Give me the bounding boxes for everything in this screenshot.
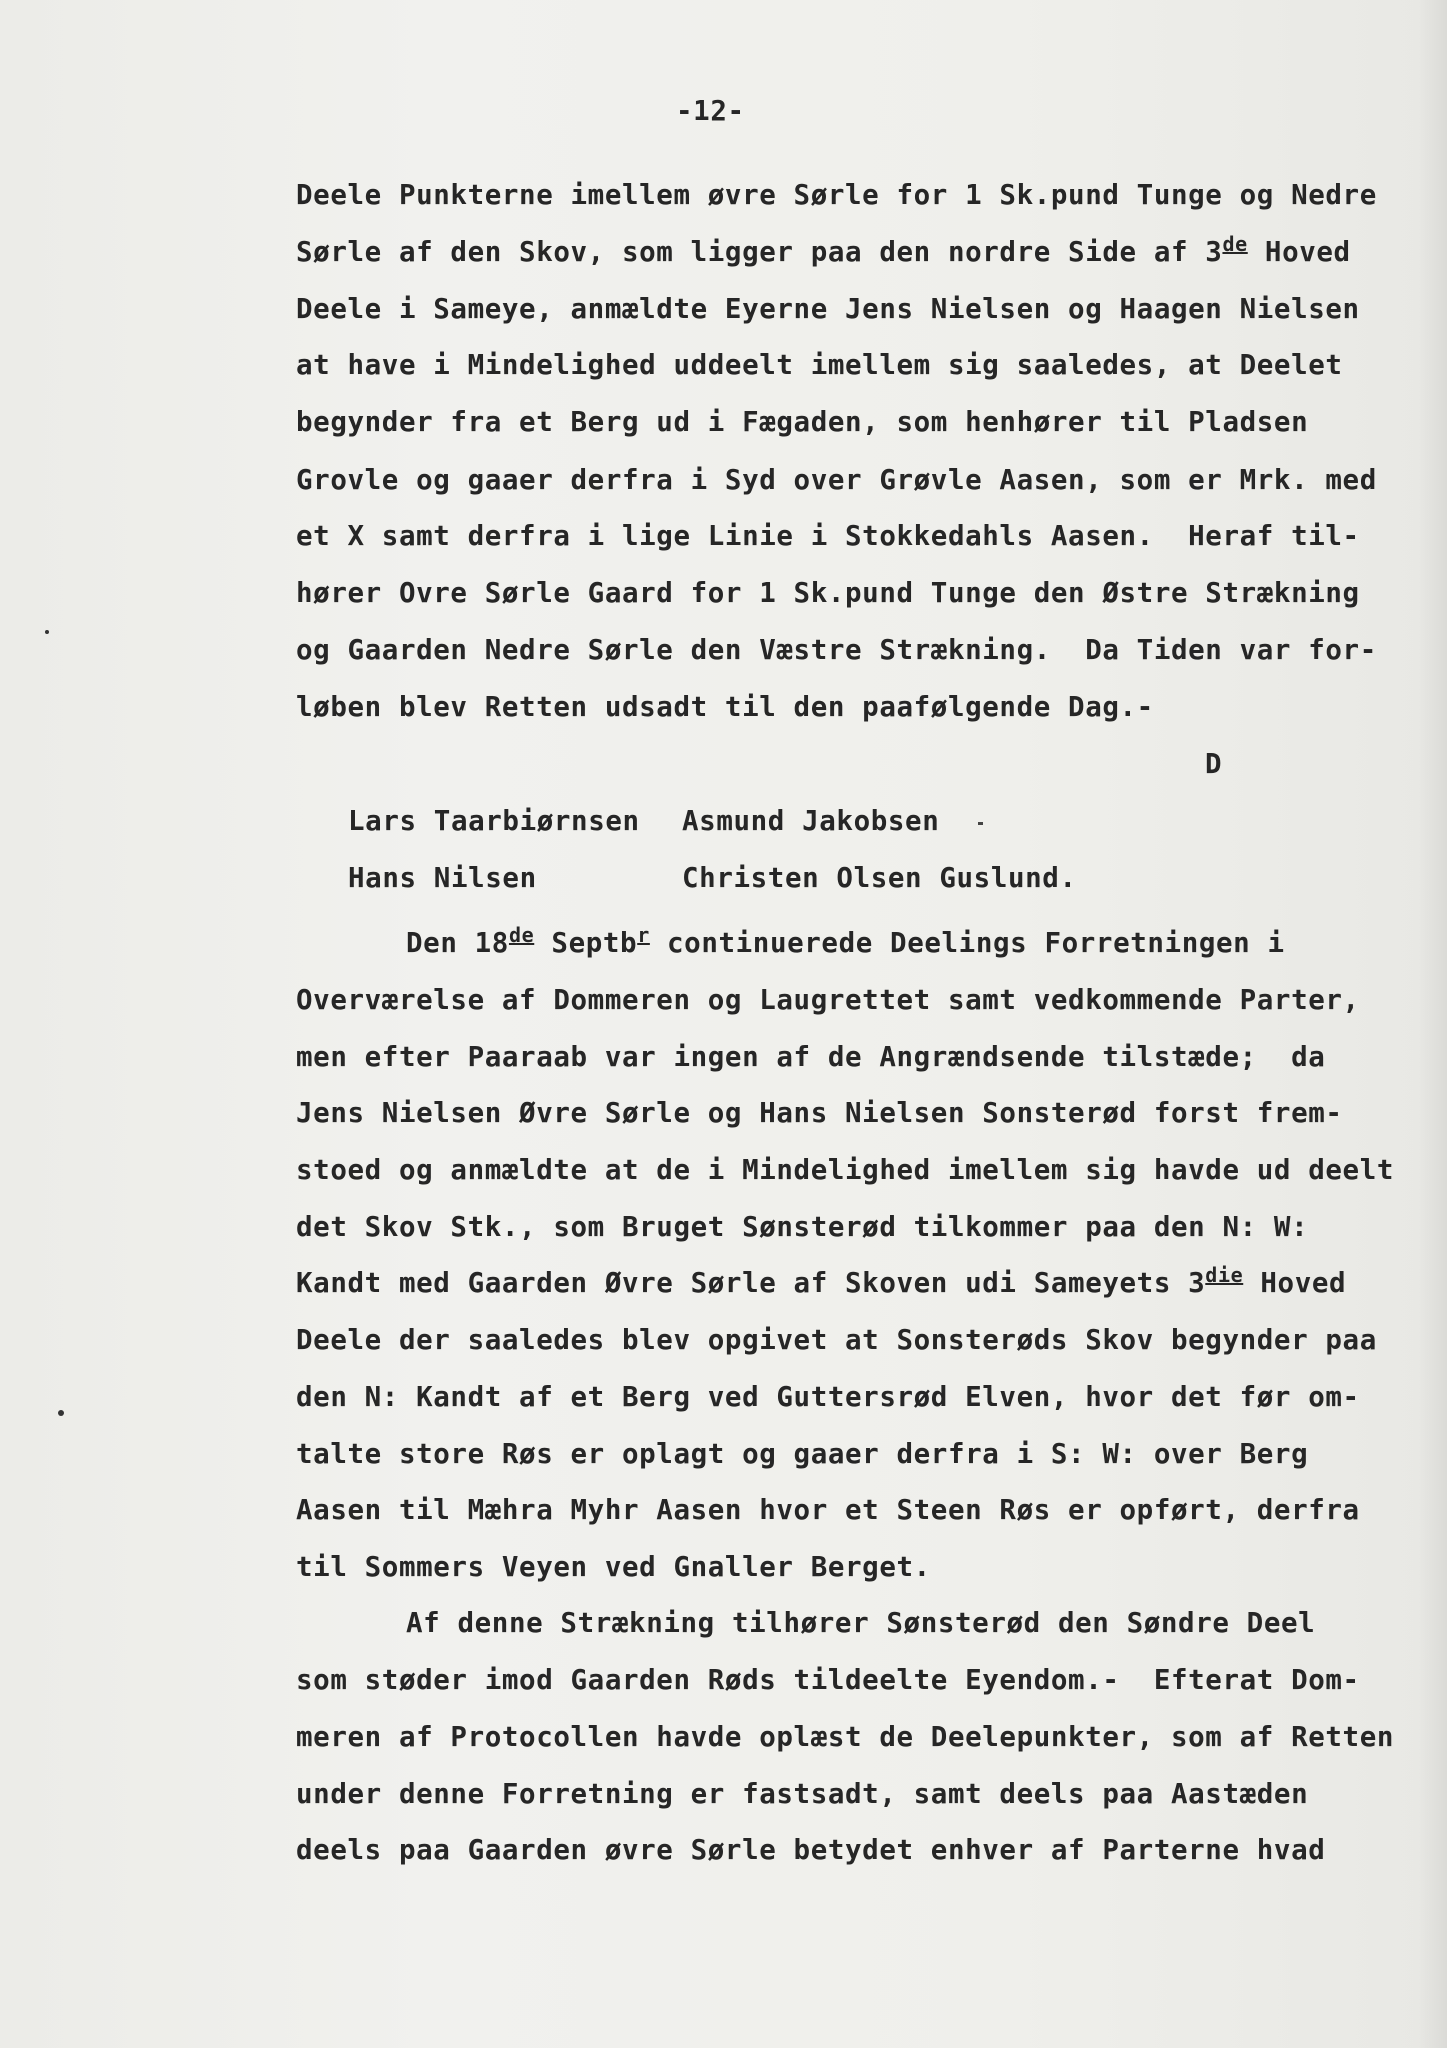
marginal-letter: D (1205, 748, 1222, 780)
text-line: Kandt med Gaarden Øvre Sørle af Skoven udi Sameyets $3^{die}$ Hoved (296, 1263, 1347, 1299)
superscript: de (508, 923, 535, 947)
text-line: hører Ovre Sørle Gaard for 1 Sk.pund Tunge den Østre Strækning (296, 577, 1360, 609)
text-line: at have i Mindelighed uddeelt imellem sig saaledes, at Deelet (296, 349, 1343, 381)
text-line: stoed og anmældte at de i Mindelighed imellem sig havde ud deelt (296, 1154, 1395, 1186)
signature-name: Lars Taarbiørnsen (348, 805, 640, 837)
superscript: de (1222, 232, 1248, 256)
text-line: Den 18de Septb$^r$ continuerede Deelings Forretningen i (406, 923, 1285, 959)
signature-name: Christen Olsen Guslund. (682, 862, 1077, 894)
text-line: talte store Røs er oplagt og gaaer derfra i S: W: over Berg (296, 1438, 1309, 1470)
text-line: deels paa Gaarden øvre Sørle betydet enhver af Parterne hvad (296, 1834, 1326, 1866)
margin-speck (45, 630, 49, 634)
text-line: begynder fra et Berg ud i Fægaden, som henhører til Pladsen (296, 406, 1309, 438)
text-line: Overværelse af Dommeren og Laugrettet samt vedkommende Parter, (296, 984, 1360, 1016)
text-line: Aasen til Mæhra Myhr Aasen hvor et Steen Røs er opført, derfra (296, 1494, 1360, 1526)
text-line: meren af Protocollen havde oplæst de Deelepunkter, som af Retten (296, 1721, 1395, 1753)
text-line: den N: Kandt af et Berg ved Guttersrød Elven, hvor det før om- (296, 1381, 1360, 1413)
text-line: Deele Punkterne imellem øvre Sørle for 1 Sk.pund Tunge og Nedre (296, 179, 1377, 211)
text-line: Deele i Sameye, anmældte Eyerne Jens Nielsen og Haagen Nielsen (296, 293, 1360, 325)
text-line: Sørle af den Skov, som ligger paa den nordre Side af 3de Hoved (296, 232, 1351, 268)
text-line: et X samt derfra i lige Linie i Stokkedahls Aasen. Heraf til- (296, 520, 1360, 552)
text-line: Grovle og gaaer derfra i Syd over Grøvle Aasen, som er Mrk. med (296, 464, 1377, 496)
text-line: løben blev Retten udsadt til den paafølgende Dag.- (296, 691, 1154, 723)
text-line: det Skov Stk., som Bruget Sønsterød tilkommer paa den N: W: (296, 1211, 1309, 1243)
margin-speck (58, 1410, 64, 1416)
stray-mark (978, 822, 983, 825)
superscript: die (1205, 1263, 1244, 1287)
text-line: Af denne Strækning tilhører Sønsterød den Søndre Deel (406, 1607, 1316, 1639)
signature-name: Asmund Jakobsen (682, 805, 940, 837)
text-line: men efter Paaraab var ingen af de Angrændsende tilstæde; da (296, 1041, 1326, 1073)
text-line: Jens Nielsen Øvre Sørle og Hans Nielsen Sonsterød forst frem- (296, 1097, 1343, 1129)
text-line: under denne Forretning er fastsadt, samt deels paa Aastæden (296, 1778, 1309, 1810)
page-edge-shadow (1417, 0, 1447, 2048)
text-line: som støder imod Gaarden Røds tildeelte Eyendom.- Efterat Dom- (296, 1664, 1360, 1696)
text-line: Deele der saaledes blev opgivet at Sonsterøds Skov begynder paa (296, 1324, 1377, 1356)
page-number: -12- (676, 95, 745, 127)
text-line: til Sommers Veyen ved Gnaller Berget. (296, 1551, 931, 1583)
signature-name: Hans Nilsen (348, 862, 537, 894)
superscript: r (637, 923, 650, 947)
text-line: og Gaarden Nedre Sørle den Væstre Strækning. Da Tiden var for- (296, 634, 1377, 666)
